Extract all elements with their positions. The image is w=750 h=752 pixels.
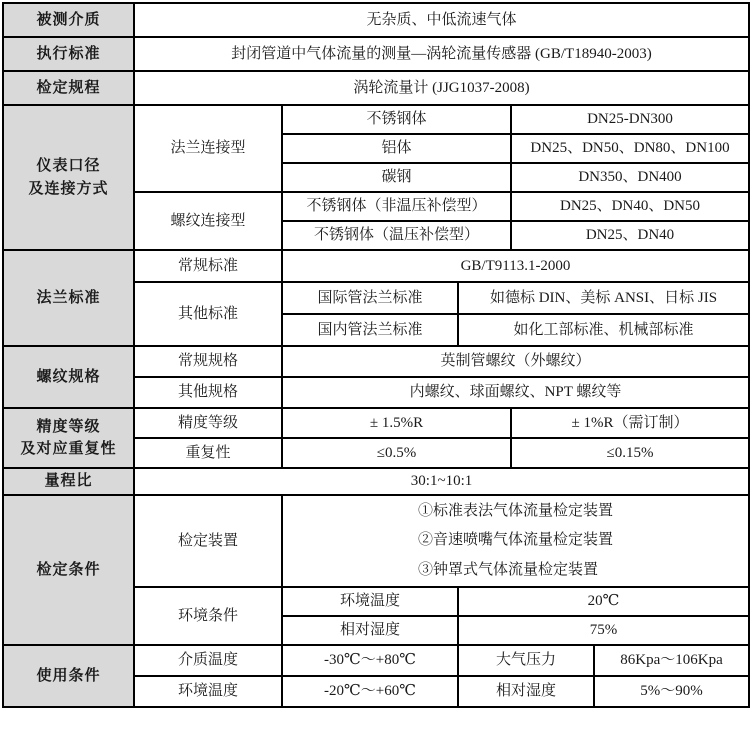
caliber-label-line1: 仪表口径 [36,158,101,174]
repeatability-label: 重复性 [134,438,282,468]
caliber-label [3,105,134,250]
verification-regulation-label: 检定规程 [3,71,134,105]
spec-table [2,2,750,708]
measured-medium-label: 被测介质 [3,3,134,37]
flange-standard-intl-name: 国际管法兰标准 [282,282,458,314]
flange-material-2: 铝体 [282,134,511,163]
operating-medium-temp-label: 介质温度 [134,645,282,676]
thread-connection-label: 螺纹连接型 [134,192,282,250]
row-verification-device [3,495,749,587]
verification-regulation-value: 涡轮流量计 (JJG1037-2008) [134,71,749,105]
repeatability-custom: ≤0.15% [511,438,749,468]
environment-condition-label: 环境条件 [134,587,282,645]
accuracy-label-line2: 及对应重复性 [20,441,117,457]
exec-standard-label: 执行标准 [3,37,134,71]
thread-material-1: 不锈钢体（非温压补偿型） [282,192,511,221]
exec-standard-value: 封闭管道中气体流量的测量—涡轮流量传感器 (GB/T18940-2003) [134,37,749,71]
flange-standard-regular-value: GB/T9113.1-2000 [282,250,749,282]
flange-standard-regular-label: 常规标准 [134,250,282,282]
thread-spec-other-label: 其他规格 [134,377,282,408]
thread-spec-other-value: 内螺纹、球面螺纹、NPT 螺纹等 [282,377,749,408]
verification-device-line1: ①标准表法气体流量检定装置 [418,503,614,519]
flange-material-3: 碳钢 [282,163,511,192]
accuracy-grade-custom: ± 1%R（需订制） [511,408,749,438]
row-accuracy-grade [3,408,749,438]
accuracy-label [3,408,134,468]
thread-spec-regular-label: 常规规格 [134,346,282,377]
operating-ambient-temp-value: -20℃～+60℃ [282,676,458,707]
row-turndown [3,468,749,495]
env-temperature-value: 20℃ [458,587,749,616]
verification-device-label: 检定装置 [134,495,282,587]
flange-connection-label: 法兰连接型 [134,105,282,192]
flange-sizes-3: DN350、DN400 [511,163,749,192]
verification-device-line3: ③钟罩式气体流量检定装置 [418,561,599,578]
env-temperature-name: 环境温度 [282,587,458,616]
flange-sizes-2: DN25、DN50、DN80、DN100 [511,134,749,163]
turndown-label: 量程比 [3,468,134,495]
operating-ambient-temp-label: 环境温度 [134,676,282,707]
verification-device-lines [418,497,613,585]
flange-sizes-1: DN25-DN300 [511,105,749,134]
operating-condition-label: 使用条件 [3,645,134,707]
accuracy-label-line1: 精度等级 [36,418,101,435]
flange-standard-domestic-value: 如化工部标准、机械部标准 [458,314,749,346]
thread-material-2: 不锈钢体（温压补偿型） [282,221,511,250]
row-exec-standard [3,37,749,71]
row-flange-standard-regular [3,250,749,282]
flange-standard-intl-value: 如德标 DIN、美标 ANSI、日标 JIS [458,282,749,314]
row-operating-1 [3,645,749,676]
row-verification-regulation [3,71,749,105]
operating-pressure-value: 86Kpa～106Kpa [594,645,749,676]
verification-device-value [282,495,749,587]
operating-humidity-value: 5%～90% [594,676,749,707]
thread-spec-label: 螺纹规格 [3,346,134,408]
verification-condition-label: 检定条件 [3,495,134,645]
thread-sizes-2: DN25、DN40 [511,221,749,250]
row-thread-spec-regular [3,346,749,377]
verification-device-line2: ②音速喷嘴气体流量检定装置 [418,532,614,549]
row-caliber-flange-1 [3,105,749,134]
thread-sizes-1: DN25、DN40、DN50 [511,192,749,221]
caliber-label-line2: 及连接方式 [28,180,109,197]
flange-standard-label: 法兰标准 [3,250,134,346]
flange-standard-domestic-name: 国内管法兰标准 [282,314,458,346]
accuracy-grade-standard: ± 1.5%R [282,408,511,438]
operating-pressure-label: 大气压力 [458,645,594,676]
operating-medium-temp-value: -30℃～+80℃ [282,645,458,676]
thread-spec-regular-value: 英制管螺纹（外螺纹） [282,346,749,377]
env-humidity-name: 相对湿度 [282,616,458,645]
turndown-value: 30:1~10:1 [134,468,749,495]
operating-humidity-label: 相对湿度 [458,676,594,707]
repeatability-standard: ≤0.5% [282,438,511,468]
flange-material-1: 不锈钢体 [282,105,511,134]
flange-standard-other-label: 其他标准 [134,282,282,346]
row-measured-medium [3,3,749,37]
accuracy-grade-label: 精度等级 [134,408,282,438]
measured-medium-value: 无杂质、中低流速气体 [134,3,749,37]
env-humidity-value: 75% [458,616,749,645]
